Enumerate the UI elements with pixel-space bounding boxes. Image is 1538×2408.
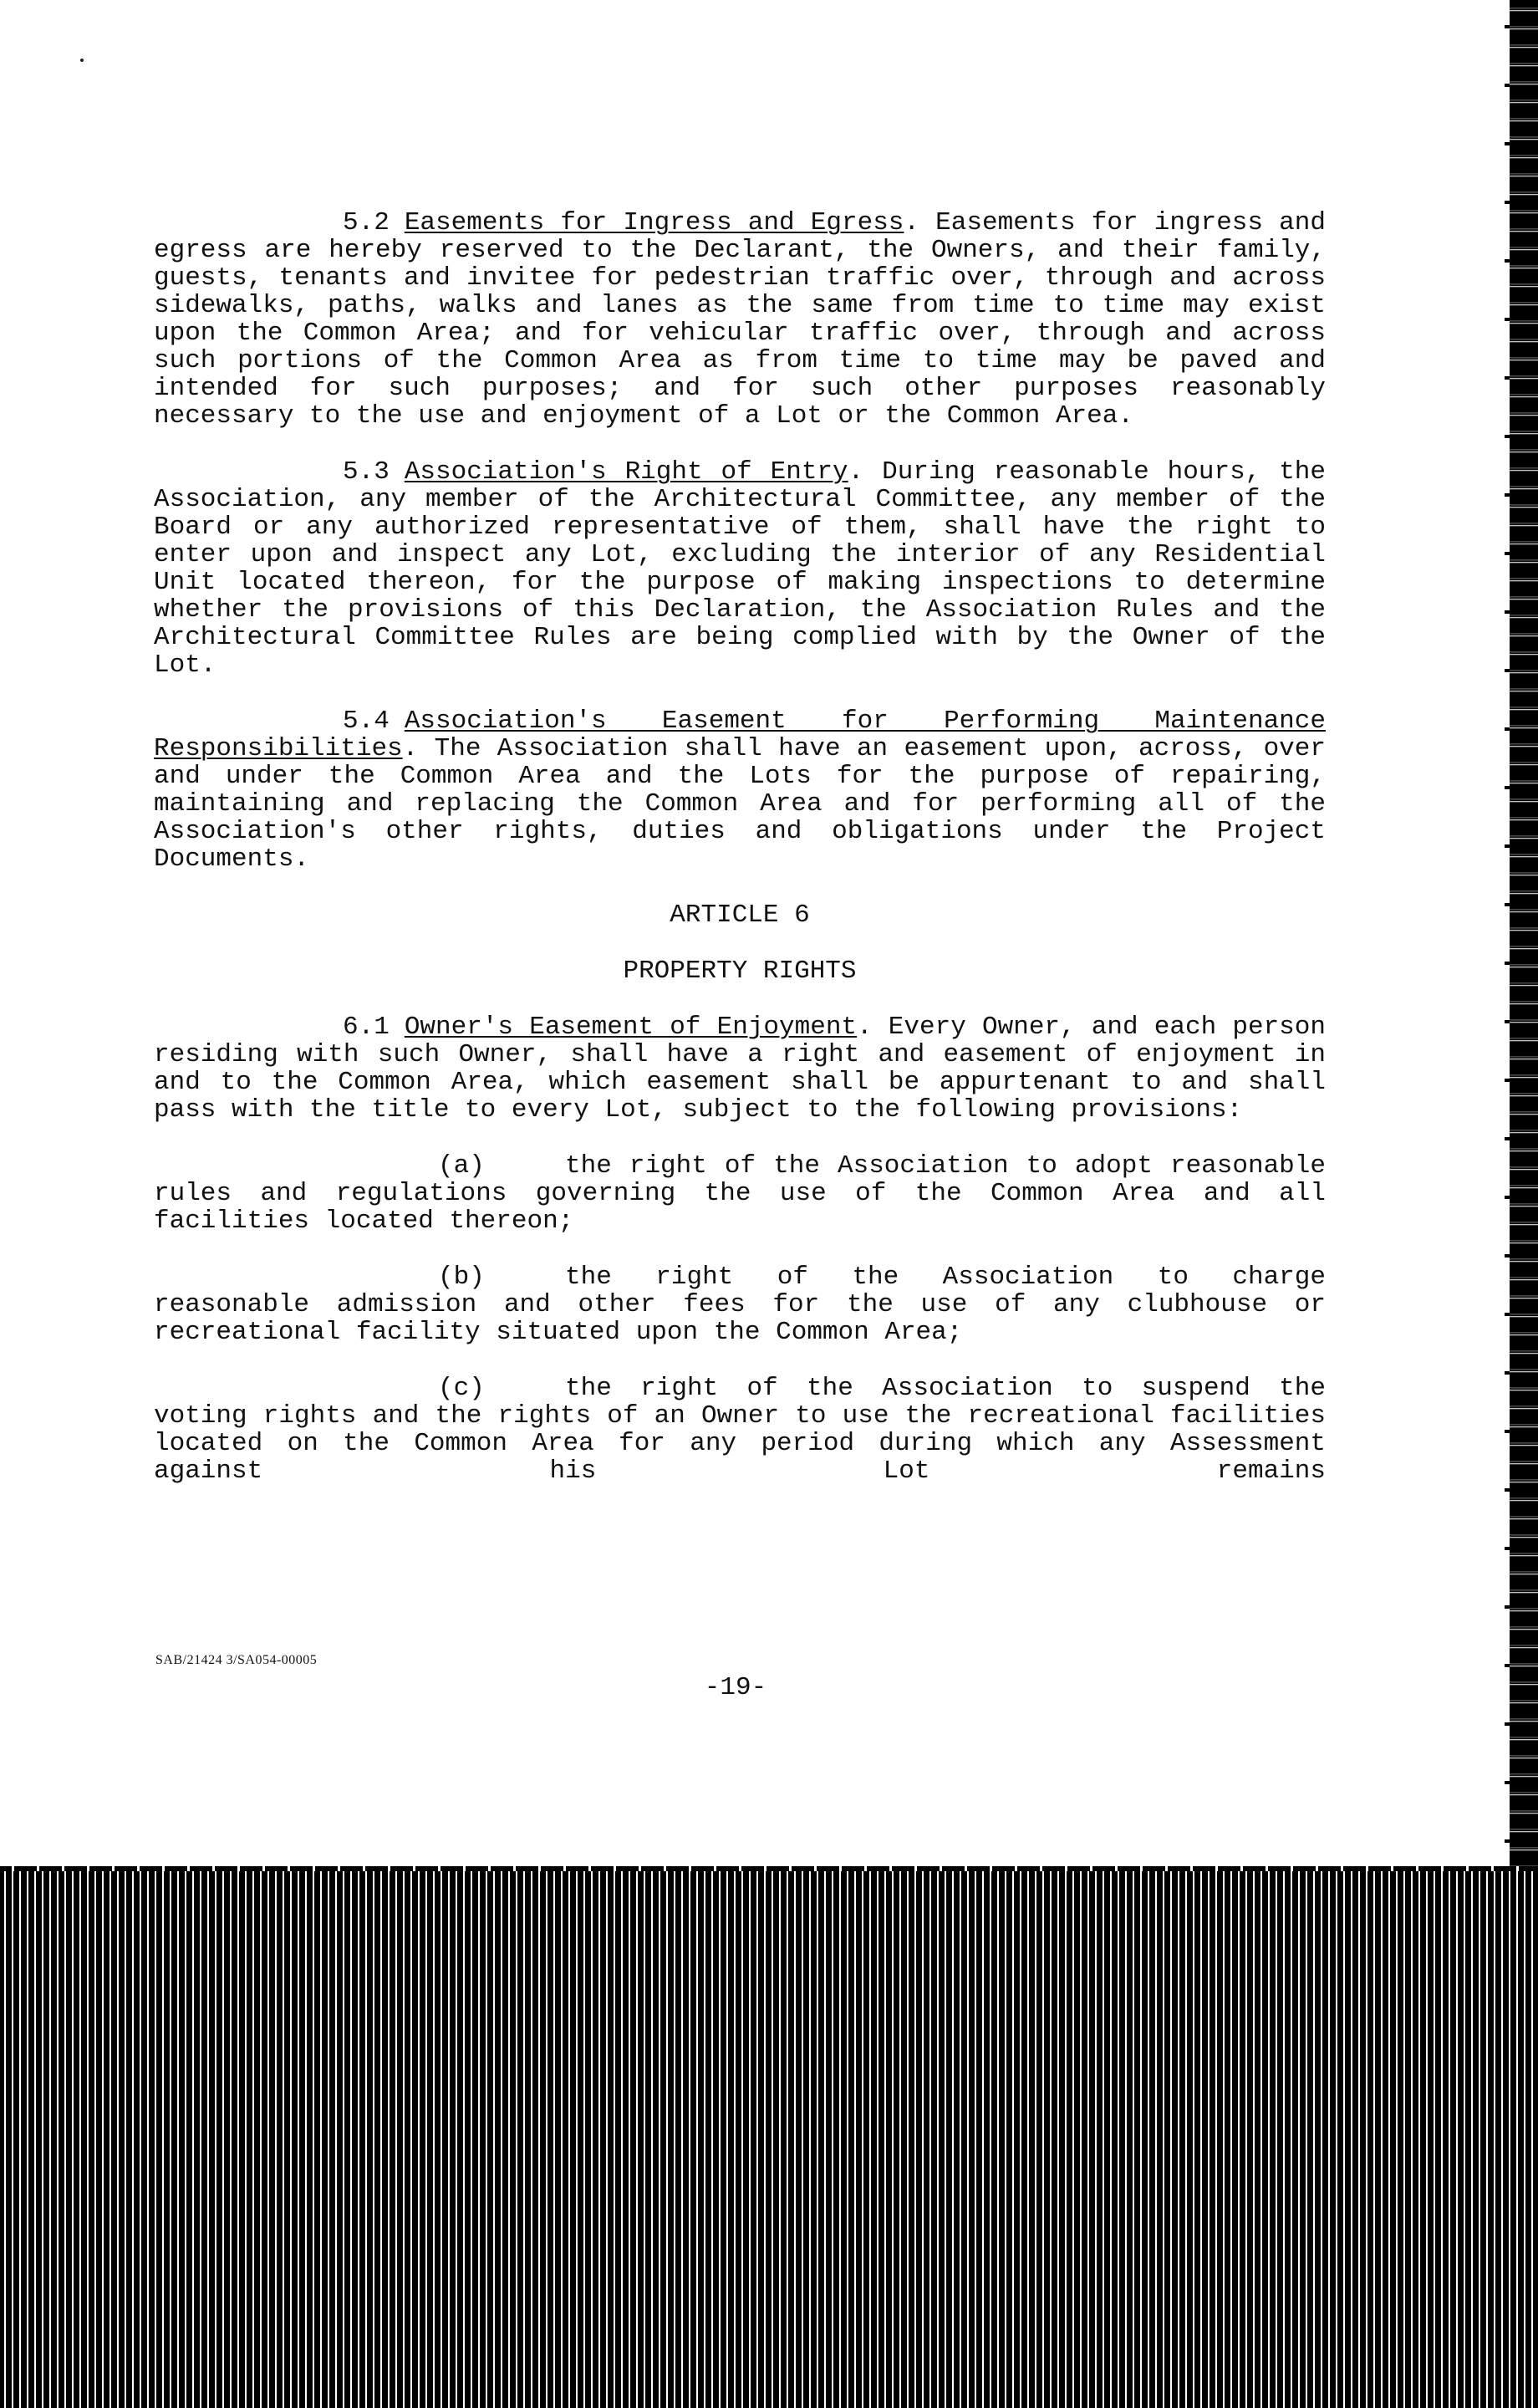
section-number: 6.1 [343, 1013, 390, 1042]
section-text: . During reasonable hours, the Association, any member of the Architectural Committee, any member of the Board or any authorized representative of them, shall have the right to enter upon and inspect any Lot, excluding the interior of any Residential Unit located thereon, for the purpose of making inspections to determine whether the provisions of this Declaration, the Association Rules and the Architectural Committee Rules are being complied with by the Owner of the Lot. [154, 457, 1327, 680]
subsection-b [154, 1263, 1326, 1346]
scan-edge-artifact [1510, 0, 1538, 1873]
section-title: Association's Easement for Performing Maintenance Responsibilities [154, 707, 1326, 763]
subsection-label: (b) [438, 1263, 485, 1292]
article-title: PROPERTY RIGHTS [623, 957, 857, 986]
section-number: 5.2 [343, 208, 390, 237]
section-text: . Every Owner, and each person residing with such Owner, shall have a right and easement of enjoyment in and to the Common Area, which easement shall be appurtenant to and shall pass with the title to every Lot, subject to the following provisions: [154, 1013, 1326, 1125]
section-5-2 [154, 209, 1326, 430]
subsection-a [154, 1152, 1326, 1235]
article-heading: ARTICLE 6 [670, 900, 810, 930]
section-number: 5.3 [343, 457, 390, 487]
subsection-label: (a) [438, 1151, 485, 1181]
section-6-1 [154, 1013, 1326, 1124]
section-5-3 [154, 458, 1326, 679]
scan-speck [80, 59, 84, 62]
section-text: . Easements for ingress and egress are hereby reserved to the Declarant, the Owners, and their family, guests, tenants and invitee for pedestrian traffic over, through and across sidewalks, paths, walks and lanes as the same from time to time may exist upon the Common Area; and for vehicular traffic over, through and across such portions of the Common Area as from time to time may be paved and intended for such purposes; and for such other purposes reasonably necessary to the use and enjoyment of a Lot or the Common Area. [154, 208, 1326, 431]
page-number: -19- [704, 1673, 767, 1702]
subsection-label: (c) [438, 1374, 485, 1403]
subsection-text: the right of the Association to adopt reasonable rules and regulations governing the use of the Common Area and all facilities located thereon; [154, 1151, 1326, 1236]
section-number: 5.4 [343, 707, 390, 736]
section-text: . The Association shall have an easement upon, across, over and under the Common Area and the Lots for the purpose of repairing, maintaining and replacing the Common Area and for performing all of the Association's other rights, duties and obligations under the Project Documents. [154, 734, 1326, 874]
section-title: Easements for Ingress and Egress [404, 208, 904, 237]
document-body [154, 209, 1326, 1485]
document-id-footer: SAB/21424 3/SA054-00005 [155, 1653, 318, 1667]
section-5-4 [154, 707, 1326, 873]
section-title: Owner's Easement of Enjoyment [404, 1013, 858, 1042]
subsection-text: the right of the Association to charge reasonable admission and other fees for the use of any clubhouse or recreational facility situated upon the Common Area; [154, 1263, 1326, 1347]
subsection-text: the right of the Association to suspend the voting rights and the rights of an Owner to use the recreational facilities located on the Common Area for any period during which any Assessment against his Lot remains [154, 1374, 1326, 1486]
subsection-c [154, 1375, 1326, 1485]
scan-noise-band [0, 1871, 1538, 2408]
section-title: Association's Right of Entry [404, 457, 848, 487]
